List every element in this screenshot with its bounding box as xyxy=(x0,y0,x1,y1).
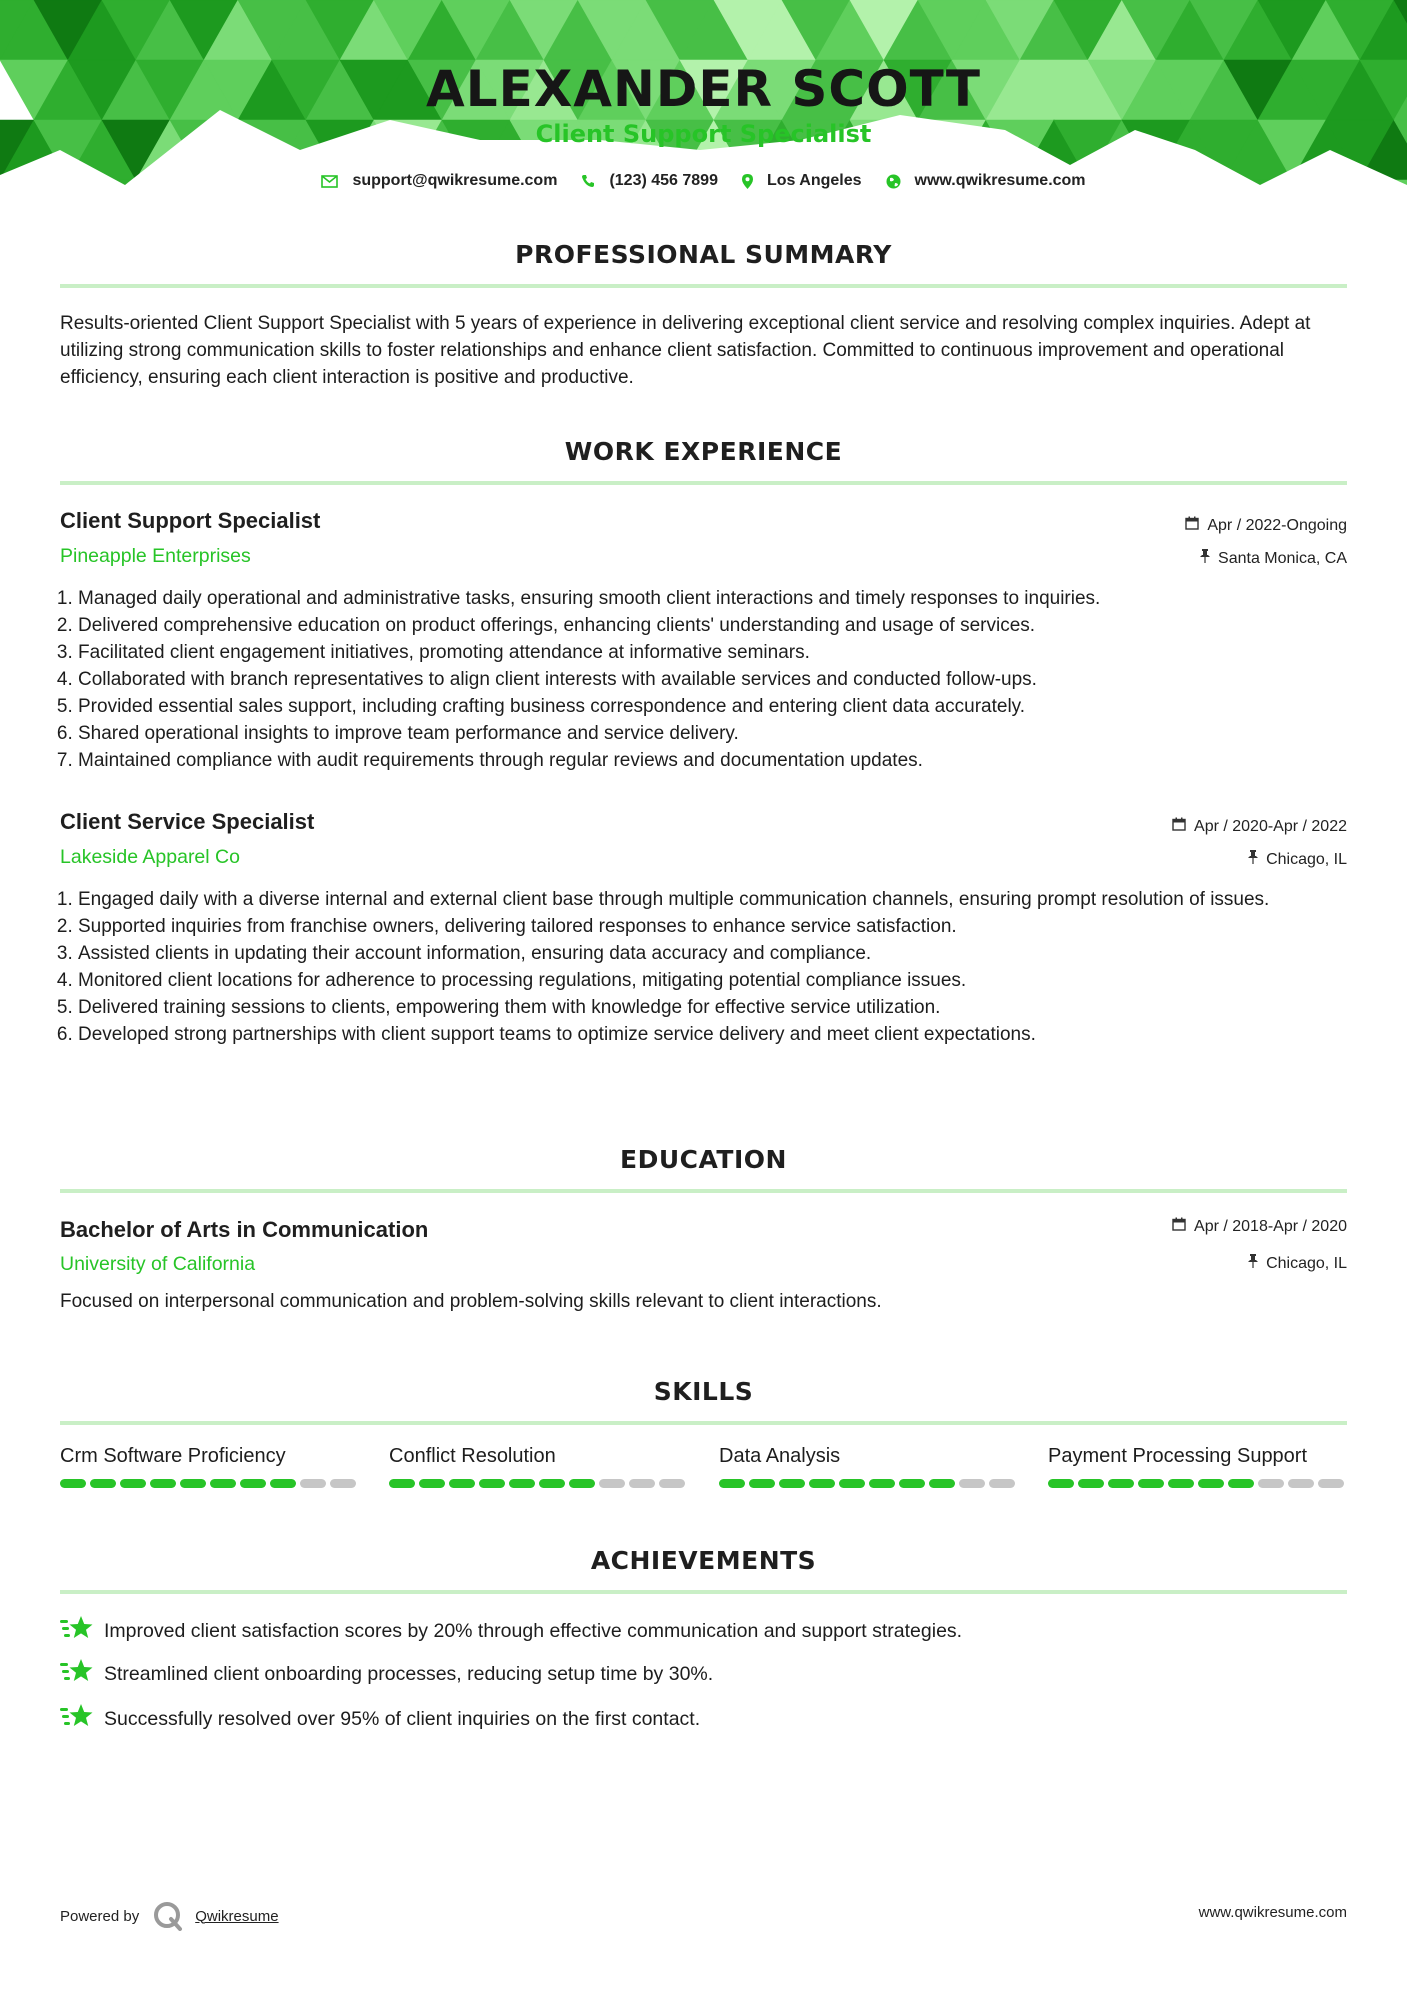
calendar-icon xyxy=(1172,1217,1186,1236)
skill-level-segment-empty xyxy=(1258,1479,1284,1488)
shooting-star-icon xyxy=(60,1657,94,1691)
skill-item xyxy=(719,1445,1019,1488)
skill-level-segment-filled xyxy=(240,1479,266,1488)
skill-item xyxy=(1048,1445,1348,1488)
skill-level-segment-filled xyxy=(180,1479,206,1488)
achievements-divider xyxy=(60,1590,1347,1594)
skills-heading: SKILLS xyxy=(653,1377,754,1406)
school-name: University of California xyxy=(60,1253,256,1275)
skill-level-segment-empty xyxy=(599,1479,625,1488)
responsibility-item: 6. Developed strong partnerships with client support teams to optimize service delivery and meet client expectations. xyxy=(78,1021,1368,1048)
pushpin-icon xyxy=(1248,850,1258,869)
skill-level-segment-empty xyxy=(659,1479,685,1488)
achievement-text: Successfully resolved over 95% of client inquiries on the first contact. xyxy=(104,1707,701,1730)
skill-level-segment-filled xyxy=(899,1479,925,1488)
skill-item xyxy=(389,1445,689,1488)
responsibility-item: 7. Maintained compliance with audit requirements through regular reviews and documentation updates. xyxy=(78,747,1368,774)
responsibility-item: 1. Engaged daily with a diverse internal and external client base through multiple communication channels, ensuring prompt resolution of issues. xyxy=(78,886,1368,913)
company-name: Lakeside Apparel Co xyxy=(60,846,240,868)
qwikresume-logo-icon xyxy=(153,1901,183,1931)
responsibility-item: 3. Facilitated client engagement initiatives, promoting attendance at informative seminars. xyxy=(78,639,1368,666)
skill-level-segment-filled xyxy=(1108,1479,1134,1488)
skill-level-segment-filled xyxy=(60,1479,86,1488)
job-title: Client Service Specialist xyxy=(60,809,315,834)
experience-heading: WORK EXPERIENCE xyxy=(564,437,843,466)
achievement-item xyxy=(60,1657,713,1691)
skill-level-segment-filled xyxy=(539,1479,565,1488)
skill-level-segment-filled xyxy=(120,1479,146,1488)
skill-level-meter xyxy=(60,1479,360,1488)
education-location xyxy=(1248,1254,1347,1273)
globe-icon xyxy=(886,174,901,189)
skill-level-segment-filled xyxy=(1048,1479,1074,1488)
pushpin-icon xyxy=(1248,1254,1258,1273)
education-dates-text: Apr / 2018-Apr / 2020 xyxy=(1194,1217,1347,1235)
website-text: www.qwikresume.com xyxy=(914,172,1086,189)
responsibility-item: 5. Delivered training sessions to clients, empowering them with knowledge for effective service utilization. xyxy=(78,994,1368,1021)
skill-level-segment-filled xyxy=(569,1479,595,1488)
job-dates xyxy=(1185,516,1347,535)
job-location-text: Chicago, IL xyxy=(1266,850,1347,868)
responsibility-item: 2. Delivered comprehensive education on product offerings, enhancing clients' understanding and usage of services. xyxy=(78,612,1368,639)
skill-level-segment-filled xyxy=(449,1479,475,1488)
skill-level-segment-filled xyxy=(419,1479,445,1488)
powered-by-text: Powered by xyxy=(60,1907,140,1925)
skill-level-segment-filled xyxy=(839,1479,865,1488)
job-title: Client Support Specialist xyxy=(60,508,321,533)
skill-level-segment-empty xyxy=(330,1479,356,1488)
skill-level-segment-empty xyxy=(1288,1479,1314,1488)
skill-level-meter xyxy=(1048,1479,1348,1488)
achievements-heading: ACHIEVEMENTS xyxy=(590,1546,817,1575)
responsibility-item: 6. Shared operational insights to improve team performance and service delivery. xyxy=(78,720,1368,747)
contact-location xyxy=(742,172,862,190)
email-text: support@qwikresume.com xyxy=(352,172,558,189)
achievement-item xyxy=(60,1614,962,1648)
skill-name: Payment Processing Support xyxy=(1048,1445,1308,1467)
responsibility-item: 2. Supported inquiries from franchise owners, delivering tailored responses to enhance service satisfaction. xyxy=(78,913,1368,940)
location-text: Los Angeles xyxy=(766,172,862,189)
responsibility-item: 5. Provided essential sales support, including crafting business correspondence and entering client data accurately. xyxy=(78,693,1368,720)
skill-level-segment-empty xyxy=(959,1479,985,1488)
shooting-star-icon xyxy=(60,1614,94,1648)
skill-level-segment-empty xyxy=(1318,1479,1344,1488)
responsibility-item: 4. Monitored client locations for adherence to processing regulations, mitigating potential compliance issues. xyxy=(78,967,1368,994)
skill-item xyxy=(60,1445,360,1488)
achievement-text: Streamlined client onboarding processes, reducing setup time by 30%. xyxy=(104,1662,714,1685)
contact-email[interactable] xyxy=(321,172,557,190)
phone-icon xyxy=(581,174,595,188)
skill-name: Data Analysis xyxy=(719,1445,841,1467)
job-dates xyxy=(1172,817,1347,836)
responsibility-item: 3. Assisted clients in updating their account information, ensuring data accuracy and compliance. xyxy=(78,940,1368,967)
qwikresume-link[interactable]: Qwikresume xyxy=(195,1907,279,1925)
education-heading: EDUCATION xyxy=(620,1145,787,1174)
shooting-star-icon xyxy=(60,1702,94,1736)
job-location xyxy=(1200,549,1347,568)
envelope-icon xyxy=(321,175,338,188)
achievement-text: Improved client satisfaction scores by 20% through effective communication and support strategies. xyxy=(104,1619,963,1642)
phone-text: (123) 456 7899 xyxy=(609,172,718,189)
responsibility-item: 4. Collaborated with branch representatives to align client interests with available services and conducted follow-ups. xyxy=(78,666,1368,693)
company-name: Pineapple Enterprises xyxy=(60,545,251,567)
summary-text: Results-oriented Client Support Specialist with 5 years of experience in delivering exceptional client service and resolving complex inquiries. Adept at utilizing strong communication skills to foster relationships and enhance client satisfaction. Committed to continuous improvement and operational efficiency, ensuring each client interaction is positive and productive. xyxy=(60,313,1311,388)
candidate-title: Client Support Specialist xyxy=(535,120,872,148)
job-location-text: Santa Monica, CA xyxy=(1218,549,1347,567)
skill-level-segment-filled xyxy=(869,1479,895,1488)
job-responsibilities xyxy=(60,886,1368,1048)
skill-level-segment-filled xyxy=(509,1479,535,1488)
job-responsibilities xyxy=(60,585,1368,774)
experience-divider xyxy=(60,481,1347,485)
footer-url[interactable]: www.qwikresume.com xyxy=(1198,1904,1347,1921)
skill-level-meter xyxy=(719,1479,1019,1488)
education-location-text: Chicago, IL xyxy=(1266,1254,1347,1272)
candidate-name: ALEXANDER SCOTT xyxy=(426,60,981,118)
skill-level-segment-filled xyxy=(90,1479,116,1488)
skill-name: Conflict Resolution xyxy=(389,1445,556,1467)
skill-level-segment-filled xyxy=(1138,1479,1164,1488)
calendar-icon xyxy=(1172,817,1186,836)
skill-level-segment-filled xyxy=(479,1479,505,1488)
skill-level-segment-empty xyxy=(629,1479,655,1488)
summary-divider xyxy=(60,284,1347,288)
skill-level-segment-filled xyxy=(270,1479,296,1488)
skill-level-segment-filled xyxy=(1078,1479,1104,1488)
skill-level-segment-filled xyxy=(389,1479,415,1488)
job-dates-text: Apr / 2020-Apr / 2022 xyxy=(1194,817,1347,835)
skill-level-segment-filled xyxy=(1168,1479,1194,1488)
skill-level-segment-filled xyxy=(1198,1479,1224,1488)
contact-phone[interactable] xyxy=(581,172,718,190)
skill-level-meter xyxy=(389,1479,689,1488)
skills-divider xyxy=(60,1421,1347,1425)
contact-bar xyxy=(0,172,1407,190)
skill-level-segment-filled xyxy=(1228,1479,1254,1488)
education-description: Focused on interpersonal communication and problem-solving skills relevant to client interactions. xyxy=(60,1291,882,1312)
skill-level-segment-filled xyxy=(210,1479,236,1488)
skill-level-segment-filled xyxy=(779,1479,805,1488)
skill-level-segment-filled xyxy=(809,1479,835,1488)
skill-name: Crm Software Proficiency xyxy=(60,1445,286,1467)
responsibility-item: 1. Managed daily operational and administrative tasks, ensuring smooth client interactions and timely responses to inquiries. xyxy=(78,585,1368,612)
job-location xyxy=(1248,850,1347,869)
summary-heading: PROFESSIONAL SUMMARY xyxy=(515,240,892,269)
skill-level-segment-empty xyxy=(300,1479,326,1488)
skill-level-segment-filled xyxy=(929,1479,955,1488)
skill-level-segment-empty xyxy=(989,1479,1015,1488)
education-divider xyxy=(60,1189,1347,1193)
calendar-icon xyxy=(1185,516,1199,535)
job-dates-text: Apr / 2022-Ongoing xyxy=(1207,516,1347,534)
footer-powered-by xyxy=(60,1901,279,1931)
map-pin-icon xyxy=(742,174,753,189)
skill-level-segment-filled xyxy=(150,1479,176,1488)
contact-website[interactable] xyxy=(886,172,1086,190)
achievement-item xyxy=(60,1702,700,1736)
pushpin-icon xyxy=(1200,549,1210,568)
skill-level-segment-filled xyxy=(719,1479,745,1488)
skill-level-segment-filled xyxy=(749,1479,775,1488)
degree-title: Bachelor of Arts in Communication xyxy=(60,1217,429,1242)
education-dates xyxy=(1172,1217,1347,1236)
